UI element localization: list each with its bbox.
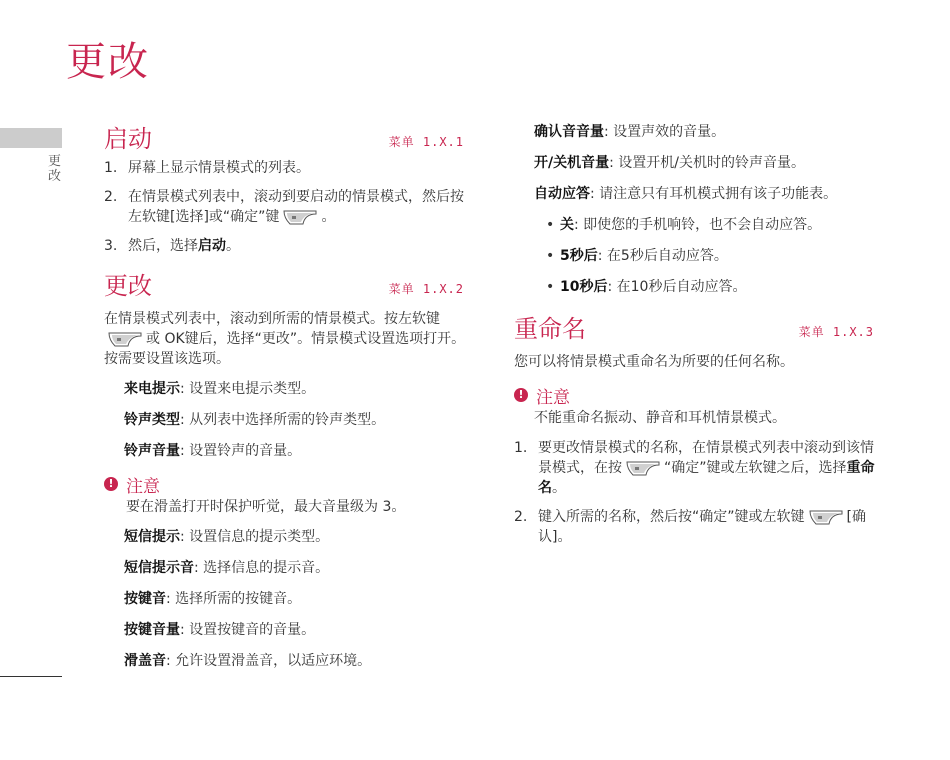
section-header-rename [514, 308, 886, 348]
item-text: : 在10秒后自动应答。 [607, 279, 747, 295]
side-tab [0, 128, 62, 148]
item-text: : 选择所需的按键音。 [166, 591, 302, 607]
bullet-item [534, 215, 886, 235]
soft-key-icon [108, 331, 142, 348]
menu-code-edit: 菜单 1.X.2 [388, 282, 464, 296]
edit-intro [104, 309, 476, 369]
section-title-edit: 更改 [104, 272, 152, 300]
intro-text: 在情景模式列表中，滚动到所需的情景模式。按左软键 [104, 311, 440, 327]
step-number: 1. [514, 440, 528, 456]
start-step-3 [104, 236, 476, 256]
step-text-end: 。 [226, 238, 240, 254]
item-label: 滑盖音 [124, 653, 166, 669]
item-label: 短信提示音 [124, 560, 194, 576]
step-bold: 重命名 [538, 460, 875, 496]
item-text: : 在5秒后自动应答。 [597, 248, 728, 264]
item-label: 开/关机音量 [534, 155, 610, 171]
start-step-2 [104, 187, 476, 227]
page-title: 更改 [66, 39, 150, 85]
item-label: 5秒后 [560, 248, 598, 264]
rename-step-2 [514, 507, 886, 547]
step-text-end: 。 [552, 480, 566, 496]
side-label: 更改 [48, 154, 62, 184]
step-number: 2. [104, 189, 118, 205]
warning-icon: ! [514, 388, 528, 402]
setting-item [534, 153, 886, 173]
step-text: 在情景模式列表中，滚动到要启动的情景模式，然后按左软键[选择]或“确定”键 [128, 189, 464, 225]
item-text: : 设置开机/关机时的铃声音量。 [609, 155, 806, 171]
step-text: 屏幕上显示情景模式的列表。 [128, 160, 310, 176]
item-text: : 设置铃声的音量。 [180, 443, 302, 459]
setting-item [124, 651, 476, 671]
item-label: 按键音量 [124, 622, 180, 638]
item-text: : 选择信息的提示音。 [194, 560, 330, 576]
bullet-item [534, 277, 886, 297]
item-label: 确认音音量 [534, 124, 604, 140]
step-text: 然后，选择 [128, 238, 198, 254]
item-label: 按键音 [124, 591, 166, 607]
item-text: : 从列表中选择所需的铃声类型。 [180, 412, 386, 428]
section-header-start [104, 118, 476, 158]
item-label: 关 [560, 217, 574, 233]
item-label: 铃声音量 [124, 443, 180, 459]
start-steps [104, 158, 476, 256]
step-text: 键入所需的名称，然后按“确定”键或左软键 [538, 509, 805, 525]
setting-item [124, 379, 476, 399]
item-text: : 设置按键音的音量。 [180, 622, 316, 638]
warning-icon: ! [104, 477, 118, 491]
step-number: 3. [104, 238, 118, 254]
note-text-rename: 不能重命名振动、静音和耳机情景模式。 [534, 410, 786, 426]
setting-item [124, 558, 476, 578]
note-header-rename [514, 384, 886, 406]
soft-key-icon [809, 509, 843, 526]
step-bold: 启动 [198, 238, 226, 254]
soft-key-icon [283, 209, 317, 226]
item-text: : 即使您的手机响铃，也不会自动应答。 [574, 217, 822, 233]
step-text-end: [确认]。 [538, 509, 866, 545]
bullet-dot: • [546, 279, 555, 295]
setting-item [124, 620, 476, 640]
step-text: 要更改情景模式的名称，在情景模式列表中滚动到该情景模式，在按 [538, 440, 874, 476]
intro-text-end: 或 OK键后，选择“更改”。情景模式设置选项打开。按需要设置该选项。 [104, 331, 466, 367]
note-title: 注意 [126, 476, 160, 497]
setting-item [124, 589, 476, 609]
setting-item [124, 441, 476, 461]
rename-steps [514, 438, 886, 547]
bullet-dot: • [546, 248, 555, 264]
rename-intro: 您可以将情景模式重命名为所要的任何名称。 [514, 354, 794, 370]
step-number: 2. [514, 509, 528, 525]
setting-item [534, 184, 886, 204]
item-label: 短信提示 [124, 529, 180, 545]
note-text-edit: 要在滑盖打开时保护听觉，最大音量级为 3。 [126, 499, 406, 515]
soft-key-icon [626, 460, 660, 477]
step-number: 1. [104, 160, 118, 176]
right-column [514, 118, 886, 556]
setting-item [124, 527, 476, 547]
item-label: 10秒后 [560, 279, 608, 295]
note-title: 注意 [536, 387, 570, 408]
bullet-item [534, 246, 886, 266]
bottom-rule [0, 676, 62, 677]
menu-code-rename: 菜单 1.X.3 [798, 325, 874, 339]
start-step-1 [104, 158, 476, 178]
section-header-edit [104, 265, 476, 305]
step-text-mid: “确定”键或左软键之后，选择 [664, 460, 847, 476]
item-text: : 设置来电提示类型。 [180, 381, 316, 397]
rename-step-1 [514, 438, 886, 498]
setting-item [534, 122, 886, 142]
note-header-edit [104, 473, 476, 495]
item-label: 自动应答 [534, 186, 590, 202]
menu-code-start: 菜单 1.X.1 [388, 135, 464, 149]
setting-item [124, 410, 476, 430]
bullet-dot: • [546, 217, 555, 233]
section-title-rename: 重命名 [514, 315, 586, 343]
item-text: : 设置信息的提示类型。 [180, 529, 330, 545]
item-label: 来电提示 [124, 381, 180, 397]
step-text-end: 。 [321, 209, 336, 225]
left-column [104, 118, 476, 682]
item-text: : 请注意只有耳机模式拥有该子功能表。 [590, 186, 838, 202]
item-label: 铃声类型 [124, 412, 180, 428]
item-text: : 设置声效的音量。 [604, 124, 726, 140]
section-title-start: 启动 [104, 125, 152, 153]
item-text: : 允许设置滑盖音，以适应环境。 [166, 653, 372, 669]
